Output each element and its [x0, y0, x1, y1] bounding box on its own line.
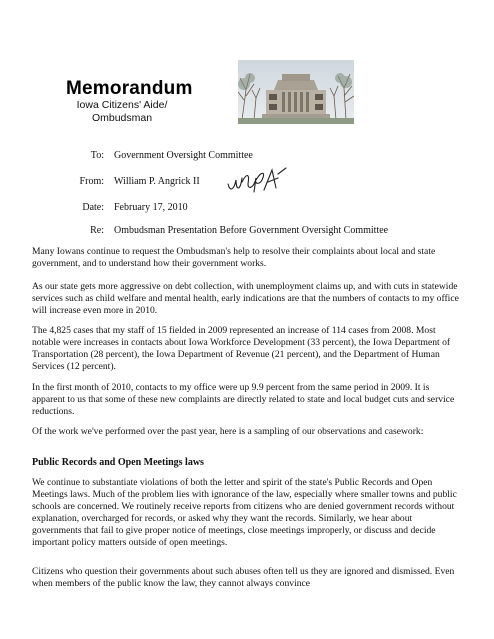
paragraph-sampling: Of the work we've performed over the past year, here is a sampling of our observations and casework: — [32, 426, 424, 437]
to-value: Government Oversight Committee — [114, 150, 253, 161]
paragraph-intro: Many Iowans continue to request the Ombudsman's help to resolve their complaints about local and state government, and to understand how their government works. — [32, 246, 436, 269]
re-label: Re: — [90, 225, 104, 236]
paragraph-2010-contacts: In the first month of 2010, contacts to my office were up 9.9 percent from the same period in 2009. It is apparent to us that some of these new complaints are directly related to state and local budget cuts and service reductions. — [32, 382, 455, 417]
date-row — [0, 202, 480, 216]
from-value: William P. Angrick II — [114, 176, 200, 187]
subtitle-line-2: Ombudsman — [91, 112, 153, 124]
date-label: Date: — [82, 202, 104, 213]
to-row — [0, 150, 480, 164]
re-value: Ombudsman Presentation Before Government Oversight Committee — [114, 225, 389, 236]
memo-title: Memorandum — [66, 78, 193, 99]
paragraph-citizens: Citizens who question their governments about such abuses often tell us they are ignored and dismissed. Even when members of the public know the law, they cannot always convince — [32, 566, 455, 589]
to-label: To: — [90, 150, 104, 161]
paragraph-public-records: We continue to substantiate violations of both the letter and spirit of the state's Public Records and Open Meetings laws. Much of the problem lies with ignorance of the law, especially where smaller towns and public schools are concerned. We routinely receive reports from citizens who are denied government records without explanation, overcharged for records, or asked why they want the records. Similarly, we hear about governments that fail to give proper notice of meetings, close meetings improperly, or discuss and decide important policy matters outside of open meetings. — [32, 477, 457, 548]
subtitle-line-1: Iowa Citizens' Aide/ — [76, 99, 168, 111]
handwritten-signature — [226, 166, 290, 196]
paragraph-case-statistics: The 4,825 cases that my staff of 15 fielded in 2009 represented an increase of 114 cases from 2008. Most notable were increases in contacts about Iowa Workforce Development (33 percent), the Iowa Department of Transportation (28 percent), the Iowa Department of Revenue (21 percent), and the Department of Human Services (12 percent). — [32, 325, 451, 372]
capitol-building-photo — [238, 60, 354, 124]
from-label: From: — [79, 176, 104, 187]
date-value: February 17, 2010 — [114, 202, 188, 213]
paragraph-debt-collection: As our state gets more aggressive on debt collection, with unemployment claims up, and with cuts in statewide services such as child welfare and mental health, early indications are that the numbers of contacts to my office will increase even more in 2010. — [32, 281, 459, 316]
section-heading: Public Records and Open Meetings laws — [32, 457, 204, 468]
re-row — [0, 225, 480, 239]
memo-subtitle — [66, 99, 178, 125]
